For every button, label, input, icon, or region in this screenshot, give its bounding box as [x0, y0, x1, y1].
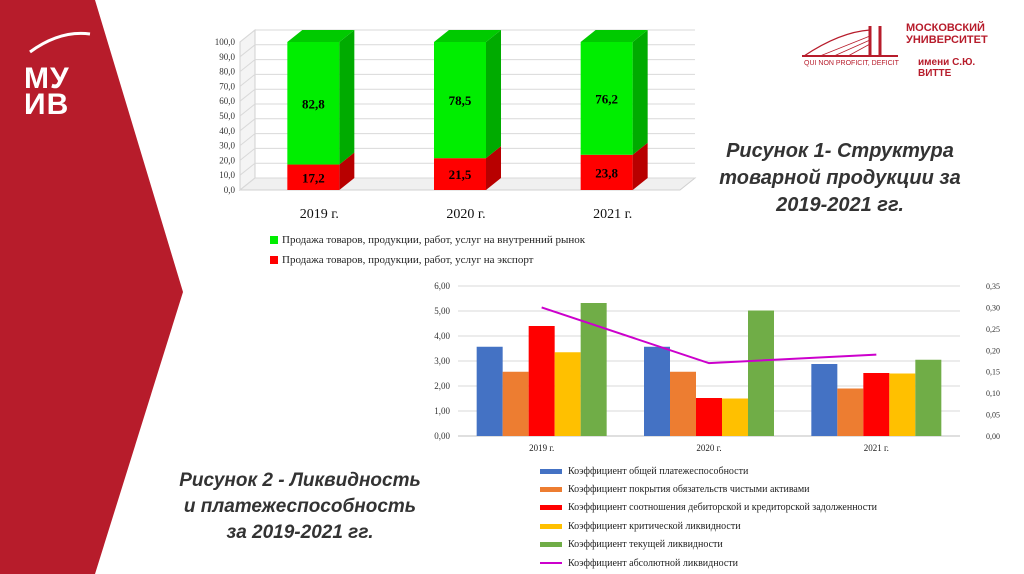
chart1-ytick-label: 0,0	[223, 185, 235, 195]
legend2-label-6: Коэффициент абсолютной ликвидности	[568, 557, 738, 569]
chart2-bar	[722, 399, 748, 437]
chart2-bar	[696, 398, 722, 436]
legend2-label-4: Коэффициент критической ликвидности	[568, 520, 741, 532]
legend2-swatch-6	[540, 562, 562, 564]
legend2-label-5: Коэффициент текущей ликвидности	[568, 539, 723, 551]
chart1-ytick-label: 40,0	[219, 125, 235, 136]
legend2-item-3	[540, 499, 877, 517]
chart2-ytick-label: 0,00	[434, 431, 450, 441]
figure2-caption-line1: Рисунок 2 - Ликвидность	[179, 470, 421, 491]
chart2-y2tick-label: 0,20	[986, 346, 1000, 356]
legend2-swatch-4	[540, 524, 562, 529]
chart1-ytick-label: 60,0	[219, 96, 235, 107]
chart2-bar	[748, 311, 774, 437]
chart2-bar	[837, 389, 863, 437]
figure2-caption	[140, 468, 460, 546]
chart1-category-label: 2019 г.	[299, 207, 339, 222]
chart1-ytick-label: 70,0	[219, 81, 235, 92]
chart2-bar	[581, 303, 607, 436]
figure1-caption-line1: Рисунок 1- Структура	[726, 140, 954, 162]
figure1-caption-line2: товарной продукции за	[719, 167, 961, 189]
chart1-ytick-label: 100,0	[214, 37, 235, 47]
chart1-data-label: 78,5	[448, 93, 472, 109]
chart1-ytick-label: 50,0	[219, 111, 235, 121]
chart2-ytick-label: 4,00	[434, 331, 450, 341]
chart2-bar	[915, 360, 941, 436]
chart2-bar	[889, 374, 915, 437]
chart2-bar	[555, 352, 581, 436]
chart2-y2tick-label: 0,15	[986, 367, 1000, 377]
chart2-y2tick-label: 0,00	[986, 432, 1000, 441]
legend2-label-3: Коэффициент соотношения дебиторской и кредиторской задолженности	[568, 502, 877, 514]
chart2-bar	[503, 372, 529, 436]
logo-text-2: ИВ	[24, 88, 70, 121]
figure1-caption-line3: 2019-2021 гг.	[776, 194, 904, 216]
legend2-swatch-1	[540, 469, 562, 474]
chart2-y2tick-label: 0,05	[986, 410, 1000, 420]
chart2-ytick-label: 1,00	[434, 406, 450, 416]
chart2-ytick-label: 5,00	[434, 306, 450, 316]
chart1-data-label: 21,5	[448, 167, 472, 183]
chart2-bar	[529, 326, 555, 436]
legend2-swatch-5	[540, 542, 562, 547]
university-name-2: УНИВЕРСИТЕТ	[906, 34, 988, 46]
chart2-ytick-label: 3,00	[434, 356, 450, 366]
chart1-ytick-label: 30,0	[219, 140, 235, 151]
chart2-y2tick-label: 0,10	[986, 389, 1000, 399]
chart2-bar	[811, 364, 837, 436]
logo-text-1: МУ	[24, 62, 70, 95]
legend2-item-6	[540, 554, 877, 572]
legend2-item-5	[540, 536, 877, 554]
legend2-item-1	[540, 462, 877, 480]
chart1-data-label: 17,2	[301, 170, 325, 186]
chart1-ytick-label: 80,0	[219, 66, 235, 77]
university-motto: QUI NON PROFICIT, DEFICIT	[804, 60, 899, 67]
figure2-caption-line2: и платежеспособность	[183, 496, 417, 517]
chart2-bar	[670, 372, 696, 436]
chart2-category-label: 2020 г.	[696, 443, 722, 453]
legend-label-domestic: Продажа товаров, продукции, работ, услуг на внутренний рынок	[282, 234, 586, 246]
chart1-data-label: 76,2	[595, 91, 619, 107]
chart2-bar	[477, 347, 503, 436]
legend2-item-2	[540, 480, 877, 498]
university-name-1: МОСКОВСКИЙ	[906, 22, 985, 34]
chart2-y2tick-label: 0,25	[986, 324, 1000, 334]
figure2-caption-line3: за 2019-2021 гг.	[226, 522, 374, 543]
chart1-ytick-label: 90,0	[219, 51, 235, 62]
chart2-bar	[863, 373, 889, 436]
legend-label-export: Продажа товаров, продукции, работ, услуг на экспорт	[282, 254, 534, 266]
chart2-ytick-label: 6,00	[434, 281, 450, 291]
chart1-ytick-label: 10,0	[219, 170, 235, 181]
chart2-y2tick-label: 0,30	[986, 303, 1000, 313]
chart2-category-label: 2019 г.	[529, 443, 555, 453]
chart2-ytick-label: 2,00	[434, 381, 450, 391]
chart2-bar	[644, 347, 670, 436]
legend2-swatch-3	[540, 505, 562, 510]
university-name-3: имени С.Ю. ВИТТЕ	[918, 57, 976, 79]
chart1-data-label: 82,8	[301, 96, 325, 112]
legend2-label-1: Коэффициент общей платежеспособности	[568, 465, 749, 477]
chart2-category-label: 2021 г.	[863, 443, 889, 453]
legend2-swatch-2	[540, 487, 562, 492]
legend2-label-2: Коэффициент покрытия обязательств чистыми активами	[568, 484, 810, 496]
chart1-category-label: 2021 г.	[593, 207, 633, 222]
chart2-y2tick-label: 0,35	[986, 282, 1000, 291]
legend2-item-4	[540, 517, 877, 535]
chart2-legend	[540, 462, 877, 572]
chart1-data-label: 23,8	[595, 165, 619, 181]
chart1-category-label: 2020 г.	[446, 207, 486, 222]
chart1-ytick-label: 20,0	[219, 155, 235, 166]
